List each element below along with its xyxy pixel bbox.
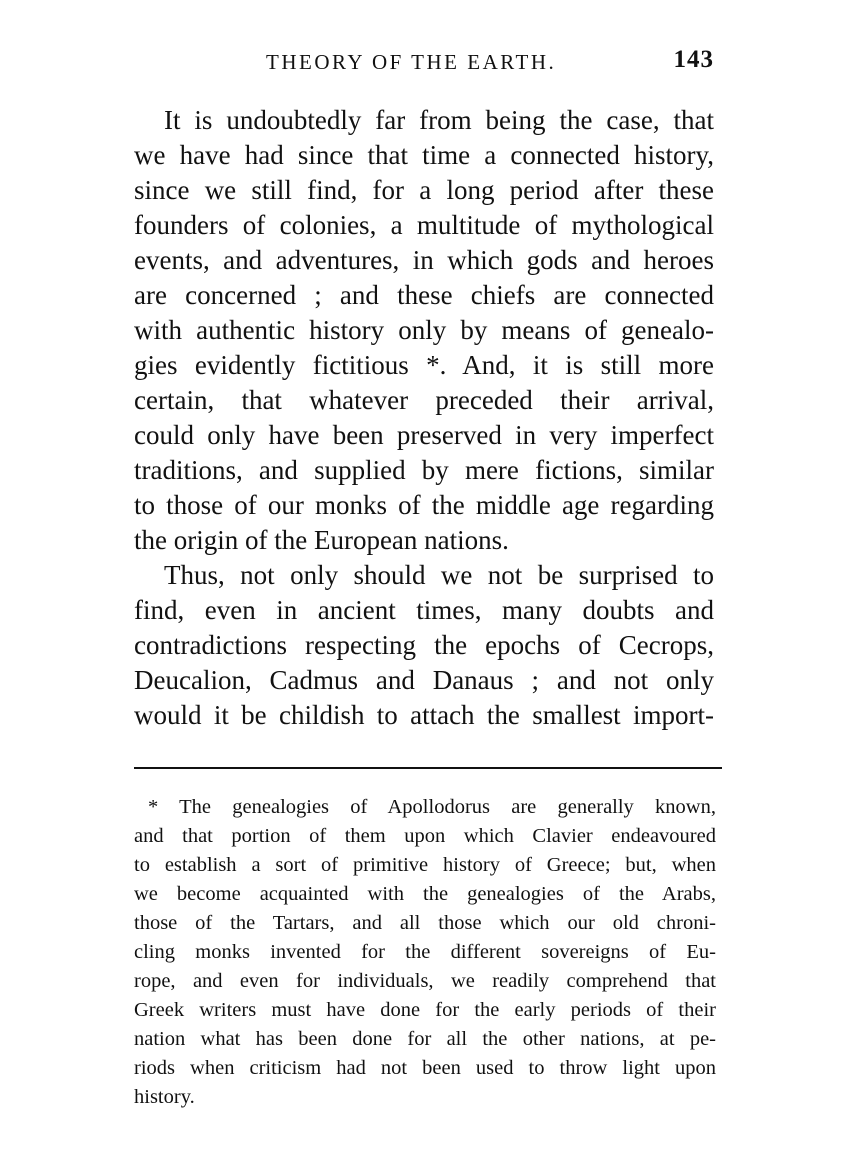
footnote-line: history. bbox=[134, 1086, 195, 1108]
text-line: are concerned ; and these chiefs are connected bbox=[134, 280, 714, 310]
text-line: the origin of the European nations. bbox=[134, 525, 509, 555]
running-title: THEORY OF THE EARTH. bbox=[266, 50, 557, 74]
page-number: 143 bbox=[673, 46, 714, 73]
footnote-line: we become acquainted with the genealogies of the Arabs, bbox=[134, 883, 716, 905]
footnote-line: to establish a sort of primitive history of Greece; but, when bbox=[134, 854, 716, 876]
footnote-line: rope, and even for individuals, we readily comprehend that bbox=[134, 970, 716, 992]
text-line: gies evidently fictitious *. And, it is still more bbox=[134, 350, 714, 380]
footnote-divider bbox=[134, 767, 722, 769]
text-line: would it be childish to attach the smallest import- bbox=[134, 700, 714, 730]
text-line: Deucalion, Cadmus and Danaus ; and not only bbox=[134, 665, 714, 695]
text-line: certain, that whatever preceded their arrival, bbox=[134, 385, 714, 415]
footnote-line: cling monks invented for the different sovereigns of Eu- bbox=[134, 941, 716, 963]
main-text bbox=[134, 103, 714, 733]
text-line: since we still find, for a long period after these bbox=[134, 175, 714, 205]
text-line: It is undoubtedly far from being the case, that bbox=[164, 105, 714, 135]
text-line: we have had since that time a connected history, bbox=[134, 140, 714, 170]
page-header bbox=[134, 44, 724, 80]
footnote-line: those of the Tartars, and all those which our old chroni- bbox=[134, 912, 716, 934]
text-line: with authentic history only by means of genealo- bbox=[134, 315, 714, 345]
text-line: founders of colonies, a multitude of mythological bbox=[134, 210, 714, 240]
footnote-line: and that portion of them upon which Clavier endeavoured bbox=[134, 825, 716, 847]
text-line: events, and adventures, in which gods and heroes bbox=[134, 245, 714, 275]
footnote-line: * The genealogies of Apollodorus are generally known, bbox=[148, 796, 716, 818]
text-line: contradictions respecting the epochs of Cecrops, bbox=[134, 630, 714, 660]
text-line: find, even in ancient times, many doubts and bbox=[134, 595, 714, 625]
text-line: Thus, not only should we not be surprised to bbox=[164, 560, 714, 590]
footnote-line: Greek writers must have done for the early periods of their bbox=[134, 999, 716, 1021]
footnote-line: riods when criticism had not been used to throw light upon bbox=[134, 1057, 716, 1079]
text-line: traditions, and supplied by mere fictions, similar bbox=[134, 455, 714, 485]
text-line: could only have been preserved in very imperfect bbox=[134, 420, 714, 450]
footnote bbox=[134, 793, 716, 1112]
text-line: to those of our monks of the middle age regarding bbox=[134, 490, 714, 520]
footnote-line: nation what has been done for all the other nations, at pe- bbox=[134, 1028, 716, 1050]
